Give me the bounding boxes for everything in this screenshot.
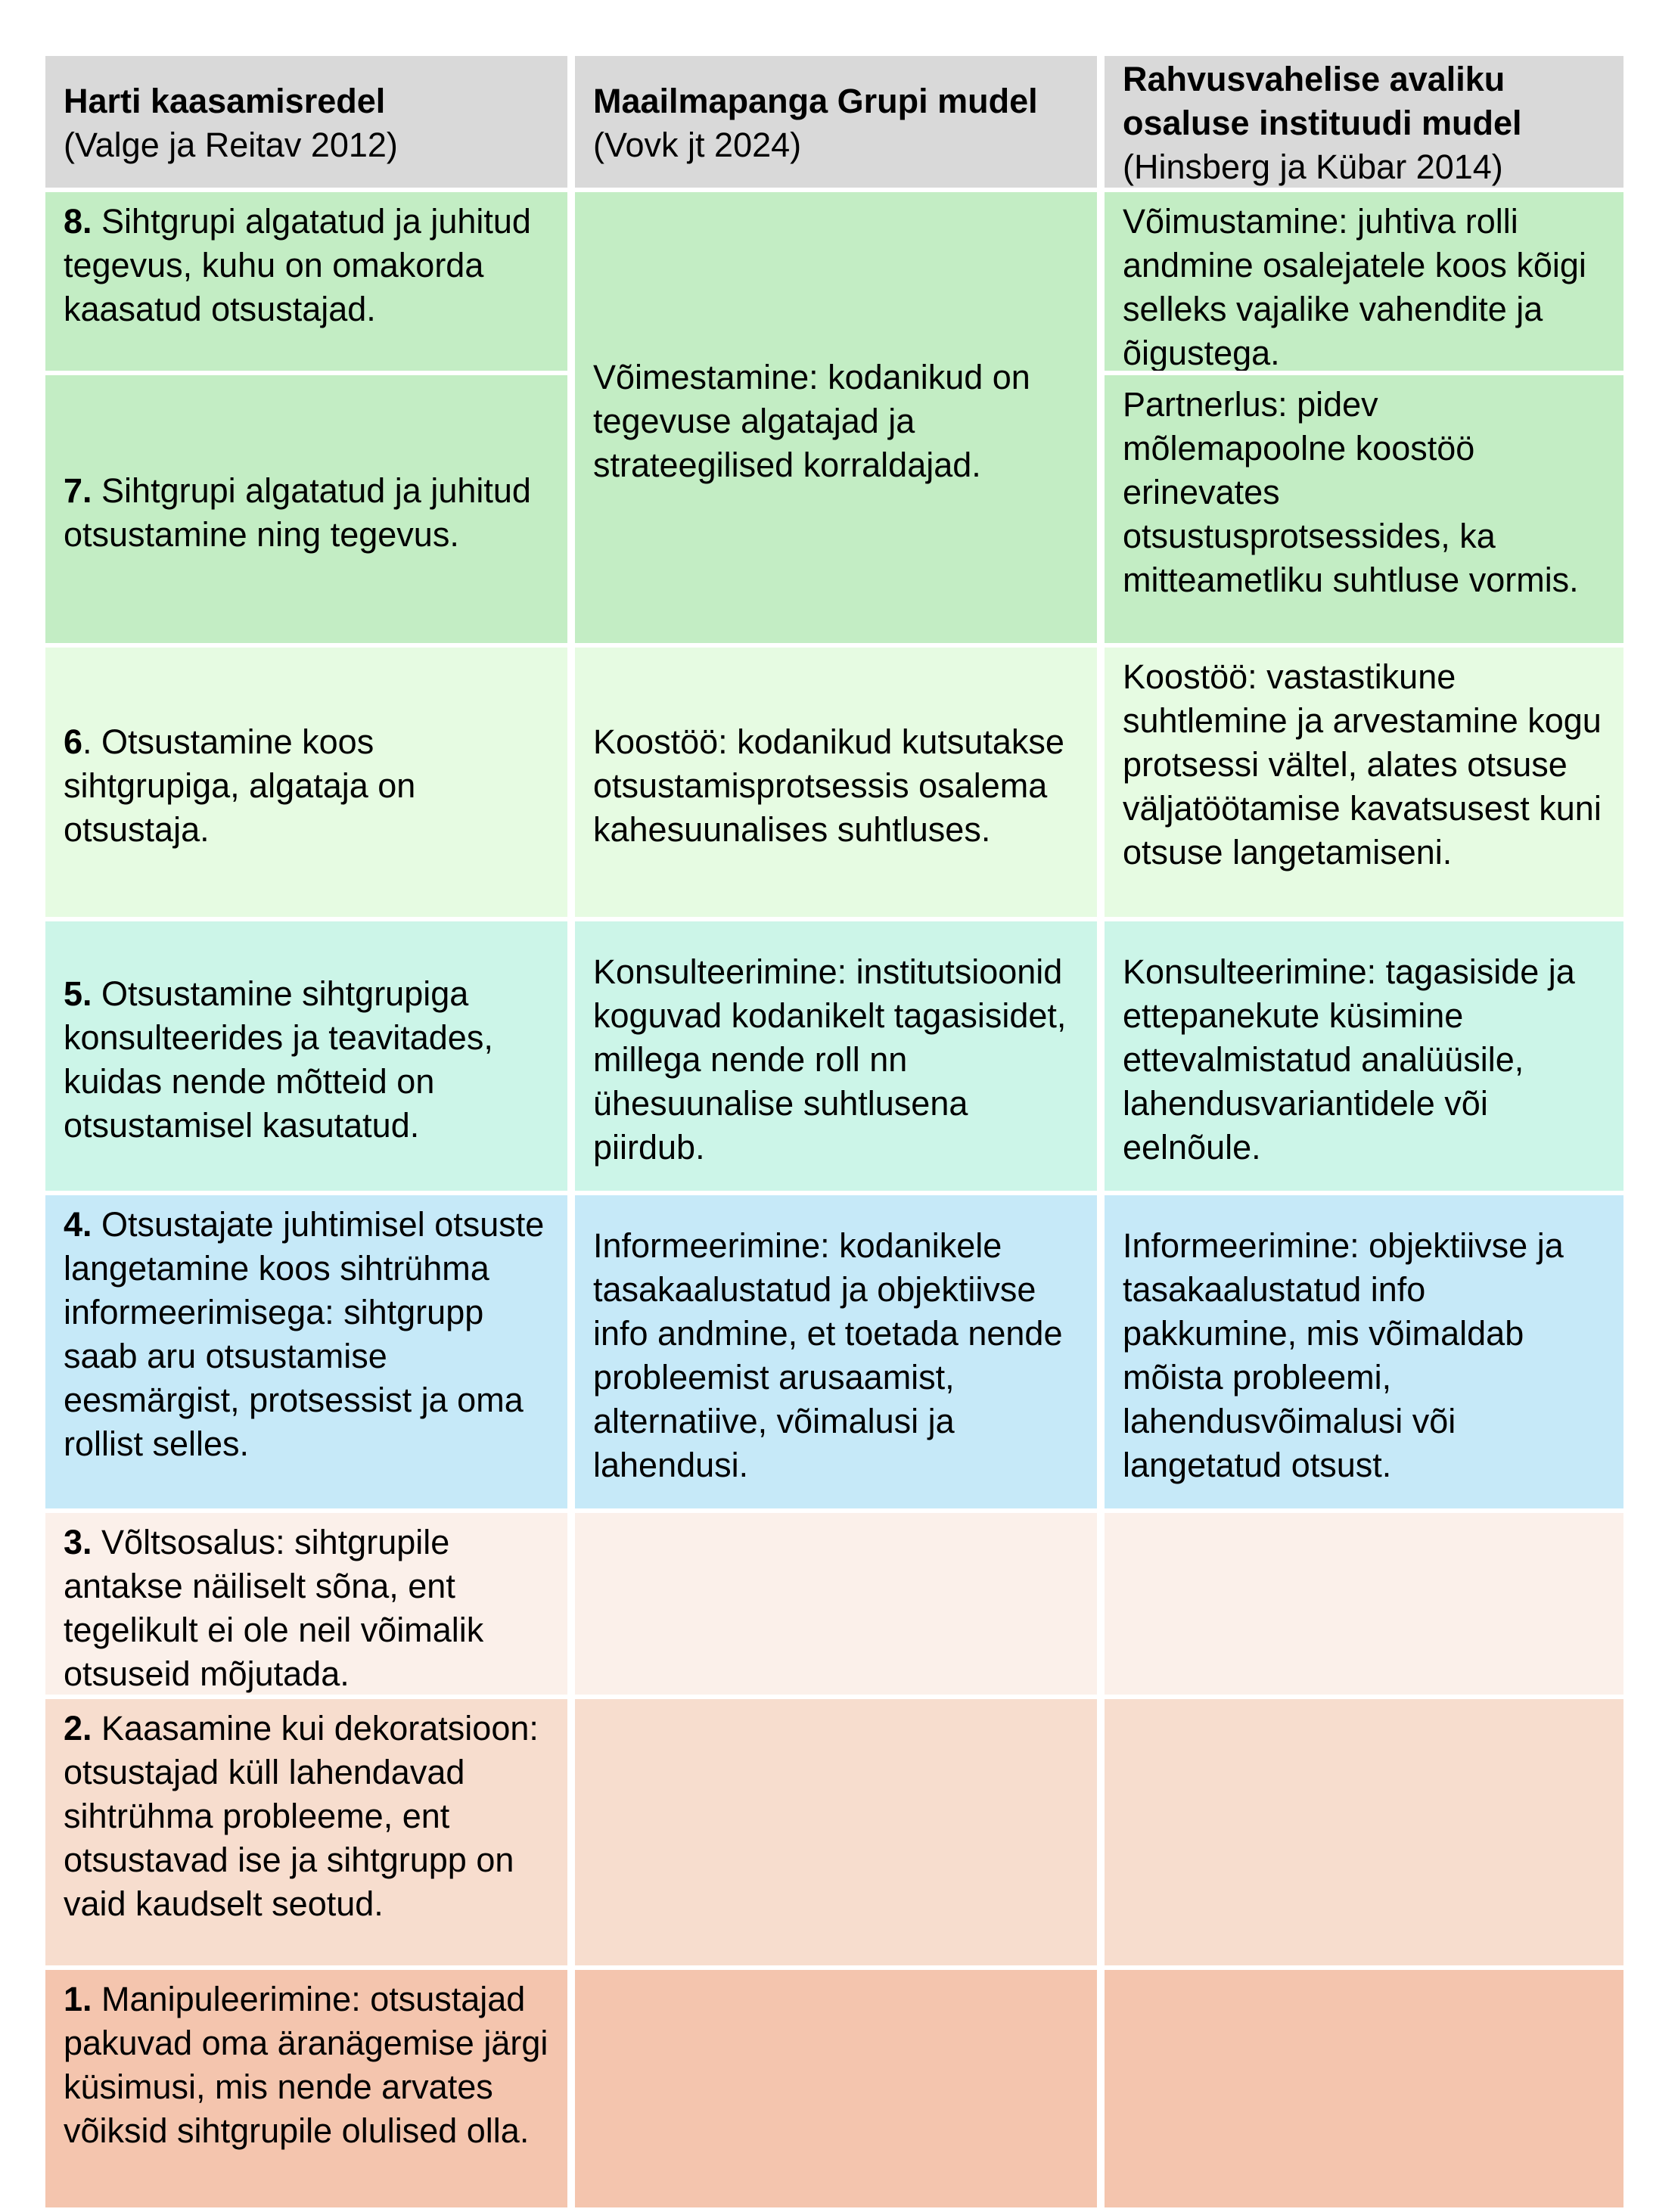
hart-level-4 [45,1195,567,1508]
hart-level-8-text: Sihtgrupi algatatud ja juhitud tegevus, kuhu on omakorda kaasatud otsustajad. [64,202,531,328]
world-bank-consultation [575,921,1097,1191]
header-iap2-model [1105,56,1623,188]
hart-level-3-number: 3. [64,1523,92,1561]
world-bank-collaboration-text: Koostöö: kodanikud kutsutakse otsustamisprotsessis osalema kahesuunalises suhtluses. [593,722,1064,849]
header-world-bank-title: Maailmapanga Grupi mudel [593,82,1038,120]
hart-level-4-text: Otsustajate juhtimisel otsuste langetamine koos sihtrühma informeerimisega: sihtgrupp saab aru otsustamise eesmärgist, protsessist ja oma rollist selles. [64,1205,545,1463]
iap2-partnership-text: Partnerlus: pidev mõlemapoolne koostöö erinevates otsustusprotsessides, ka mitteametliku suhtluse vormis. [1123,385,1579,599]
world-bank-consultation-text: Konsulteerimine: institutsioonid koguvad kodanikelt tagasisidet, millega nende roll nn ühesuunalise suhtlusena piirdub. [593,952,1067,1167]
hart-level-8-number: 8. [64,202,92,241]
world-bank-empty-1 [575,1970,1097,2207]
hart-level-6-text: . Otsustamine koos sihtgrupiga, algataja on otsustaja. [64,722,416,849]
header-world-bank-text [593,79,1080,167]
hart-level-3-text: Võltsosalus: sihtgrupile antakse näiliselt sõna, ent tegelikult ei ole neil võimalik otsuseid mõjutada. [64,1523,484,1693]
iap2-collaborate-text: Koostöö: vastastikune suhtlemine ja arvestamine kogu protsessi vältel, alates otsuse väljatöötamise kavatsusest kuni otsuse langetamiseni. [1123,657,1602,871]
world-bank-information [575,1195,1097,1508]
hart-level-2 [45,1699,567,1965]
iap2-empower-text: Võimustamine: juhtiva rolli andmine osalejatele koos kõigi selleks vajalike vahendite ja õigustega. [1123,202,1586,371]
iap2-empty-3 [1105,1513,1623,1695]
world-bank-empowerment-text: Võimestamine: kodanikud on tegevuse algatajad ja strateegilised korraldajad. [593,358,1030,484]
iap2-collaborate [1105,648,1623,917]
iap2-empty-2 [1105,1699,1623,1965]
hart-level-5-text: Otsustamine sihtgrupiga konsulteerides ja teavitades, kuidas nende mõtteid on otsustamisel kasutatud. [64,974,493,1145]
world-bank-information-text: Informeerimine: kodanikele tasakaalustatud ja objektiivse info andmine, et toetada nende probleemist arusaamist, alternatiive, võimalusi ja lahendusi. [593,1226,1063,1484]
world-bank-empowerment [575,192,1097,643]
world-bank-empty-3 [575,1513,1097,1695]
hart-level-5 [45,921,567,1191]
hart-level-7-number: 7. [64,471,92,510]
hart-level-7 [45,375,567,643]
hart-level-5-number: 5. [64,974,92,1013]
iap2-inform [1105,1195,1623,1508]
iap2-consult-text: Konsulteerimine: tagasiside ja ettepanekute küsimine ettevalmistatud analüüsile, lahendusvariantidele või eelnõule. [1123,952,1575,1167]
hart-level-2-number: 2. [64,1709,92,1748]
iap2-empower [1105,192,1623,371]
iap2-partnership [1105,375,1623,643]
header-iap2-citation: (Hinsberg ja Kübar 2014) [1123,148,1503,186]
header-hart-title: Harti kaasamisredel [64,82,386,120]
header-iap2-title: Rahvusvahelise avaliku osaluse instituudi mudel [1123,60,1522,142]
iap2-inform-text: Informeerimine: objektiivse ja tasakaalustatud info pakkumine, mis võimaldab mõista probleemi, lahendusvõimalusi või langetatud otsust. [1123,1226,1564,1484]
hart-level-6-number: 6 [64,722,83,761]
hart-level-7-text: Sihtgrupi algatatud ja juhitud otsustamine ning tegevus. [64,471,531,554]
world-bank-collaboration [575,648,1097,917]
header-world-bank-citation: (Vovk jt 2024) [593,126,802,164]
iap2-empty-1 [1105,1970,1623,2207]
header-world-bank-model [575,56,1097,188]
hart-level-1-number: 1. [64,1980,92,2018]
hart-level-1-text: Manipuleerimine: otsustajad pakuvad oma äranägemise järgi küsimusi, mis nende arvates võiksid sihtgrupile olulised olla. [64,1980,548,2150]
hart-level-1 [45,1970,567,2207]
hart-level-8 [45,192,567,371]
hart-level-4-number: 4. [64,1205,92,1244]
hart-level-6 [45,648,567,917]
participation-models-table [45,56,1608,2171]
header-hart-citation: (Valge ja Reitav 2012) [64,126,398,164]
hart-level-3 [45,1513,567,1695]
header-hart-ladder [45,56,567,188]
iap2-consult [1105,921,1623,1191]
world-bank-empty-2 [575,1699,1097,1965]
hart-level-2-text: Kaasamine kui dekoratsioon: otsustajad küll lahendavad sihtrühma probleeme, ent otsustavad ise ja sihtgrupp on vaid kaudselt seotud. [64,1709,539,1923]
